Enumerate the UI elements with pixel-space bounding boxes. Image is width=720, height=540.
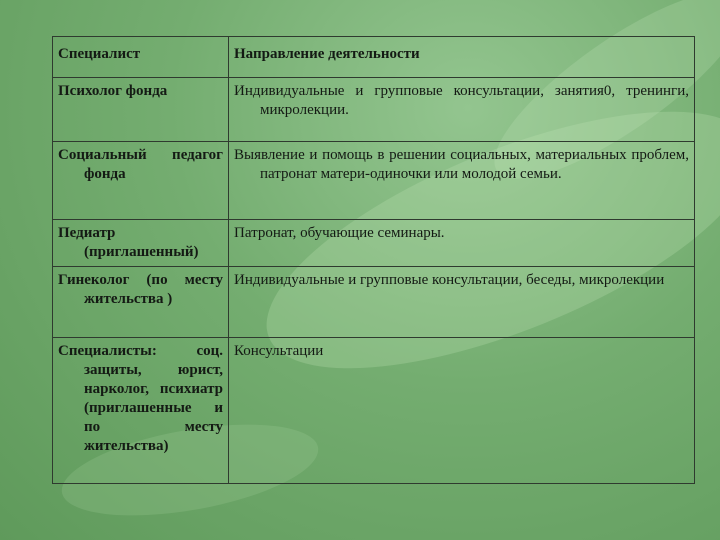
activity-text: Консультации <box>234 343 324 359</box>
table-row <box>53 220 695 267</box>
specialist-name: Специалисты: соц. защиты, юрист, нарколог, психиатр (приглашенные и по месту жительства) <box>58 343 223 454</box>
table-row <box>53 267 695 338</box>
specialist-cell <box>53 338 229 484</box>
activity-text: Индивидуальные и групповые консультации, беседы, микролекции <box>234 272 665 288</box>
activity-cell <box>229 78 695 142</box>
specialist-name: Социальный педагог фонда <box>58 147 223 182</box>
specialist-cell <box>53 267 229 338</box>
specialist-name: Педиатр (приглашенный) <box>58 225 199 260</box>
activity-text: Патронат, обучающие семинары. <box>234 225 445 241</box>
activity-text: Выявление и помощь в решении социальных, материальных проблем, патронат матери-одиночки или молодой семьи. <box>234 147 689 182</box>
specialist-name: Психолог фонда <box>58 83 168 99</box>
activity-cell <box>229 267 695 338</box>
activity-cell <box>229 142 695 220</box>
specialist-cell <box>53 78 229 142</box>
specialist-name: Гинеколог (по месту жительства ) <box>58 272 223 307</box>
header-specialist: Специалист <box>53 37 229 78</box>
header-activity: Направление деятельности <box>229 37 695 78</box>
activity-text: Индивидуальные и групповые консультации, занятия0, тренинги, микролекции. <box>234 83 689 118</box>
table-header-row <box>53 37 695 78</box>
specialists-table <box>52 36 695 484</box>
table-row <box>53 78 695 142</box>
specialist-cell <box>53 142 229 220</box>
specialist-cell <box>53 220 229 267</box>
activity-cell <box>229 220 695 267</box>
table-row <box>53 142 695 220</box>
activity-cell <box>229 338 695 484</box>
table-row <box>53 338 695 484</box>
